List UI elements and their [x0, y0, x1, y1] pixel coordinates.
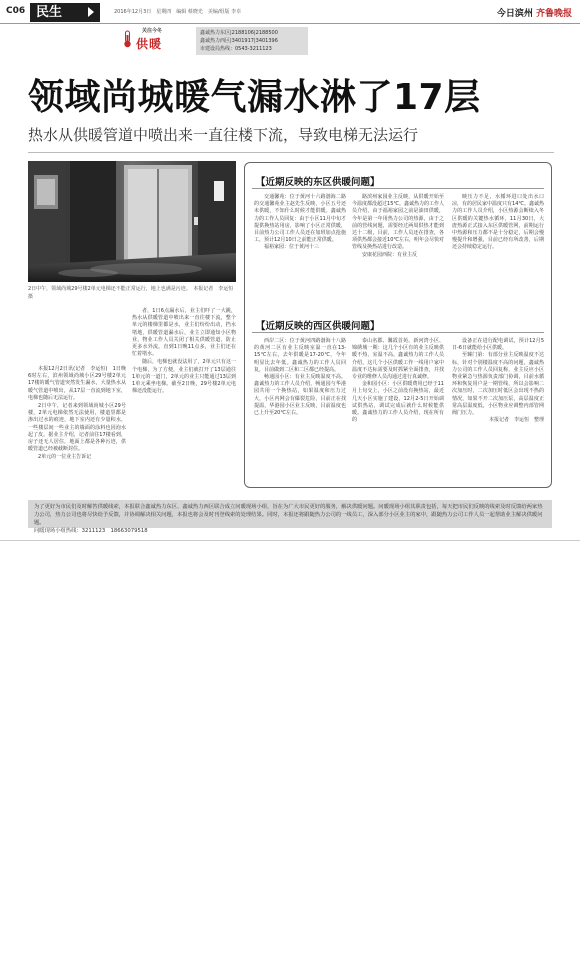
paper-name — [497, 6, 572, 19]
sidebar-byline: 本报记者 李运恒 整理 — [488, 417, 544, 424]
subhead: 热水从供暖管道中喷出来一直往楼下流，导致电梯无法运行 — [28, 126, 419, 144]
east-title-text: 【近期反映的东区供暖问题】 — [256, 177, 380, 188]
sidebar-paragraph: 映压力不足，水循环进口处出水口凉，有的居民家中温度只有14℃。鑫诚热力的工作人员介绍，小区热源会断续入冬区供暖的关键热水循环，11月30日，大唐热源正式接入东区供暖管网，前期运行中热源和压力都不是十分稳定，后期会慢慢提升和增强，目前已经有所改善，后期还会持续稳定运行。 — [452, 194, 544, 251]
paper-name-prefix: 今日滨州 — [496, 9, 533, 19]
article-paragraph: 随后，电梯也就没法用了，2单元只有这一个电梯，为了方便，业主们就打开了13层通往1单元的一道门，2单元的业主只能通过13层到1单元乘坐电梯。截至2日晚，29号楼2单元电梯还没能运行。 — [132, 359, 236, 395]
masthead — [0, 0, 580, 24]
east-column-2 — [352, 194, 444, 312]
article-paragraph: 2单元的一位业主告诉记 — [38, 454, 92, 461]
sidebar-paragraph: 金和园小区：小区供暖费用已经于11月上旬交上，小区之前没有换热站，最近几天小区实施了建设，12月2-5日开始调试供热站，调试完成后就什么时候能供暖。鑫诚热力的工作人员介绍，现在所有的 — [352, 381, 444, 424]
hotline-note — [28, 500, 552, 534]
divider — [28, 152, 554, 153]
arrow-right-icon — [88, 7, 94, 17]
hotline-east: 鑫诚热力东区|2188106|2188500 — [200, 30, 278, 36]
headline: 领域尚城暖气漏水淋了17层 — [28, 77, 481, 118]
sidebar-paragraph: 福裕家园：位于黄河十三 — [264, 244, 320, 251]
west-column-1 — [254, 338, 346, 480]
page-number: C06 — [6, 6, 26, 16]
thermometer-icon — [122, 30, 133, 48]
sidebar-paragraph: 路滨州家园业主反映，从供暖开始至今温度都没超过15℃。鑫诚热力的工作人员介绍，由于福裕家园之前是油田供暖，今年是第一年用热力公司的热源，由于之前的管线问题，需要经过两周供热才能到达十二级，目前，工作人员还在排查，各项供热都会接近10℃左右，明年会尽快对管线及换热站进行改造。 — [352, 194, 444, 251]
sidebar-paragraph: 泰山名郡、馨霞首苑、新河湾小区、锦绣城一期：这几个小区有的业主反映供暖不热，室温不高。鑫诚热力的工作人员介绍，这几个小区供暖工作一线用户家中温度不达标需要及时抓紧全面排查，并找专业的维修人员沟通过进行真诚修。 — [352, 338, 444, 381]
sidebar-paragraph: 设备正在进行配电调试，预计12月5日-6日就能给小区供暖。 — [452, 338, 544, 352]
news-photo — [28, 161, 236, 282]
sidebar-paragraph: 交通馨苑：位于黄河十六路渤海二路的交通馨苑业主赵先生反映，小区五号还未供暖，不知什么时候才能供暖。鑫诚热力的工作人员回复：由于小区11月中旬才提供换热站用房，影响了小区正常供暖，目前热力公司工作人员还在加班加点抢施工，预计12月10日之前能正常供暖。 — [254, 194, 346, 244]
photo-caption: 2日中午，领域尚城29号楼2单元电梯还不能正常运行，地上也满是污迹。 本报记者 李运恒 摄 — [28, 286, 239, 300]
divider — [252, 188, 544, 189]
sidebar-paragraph: 畅通园小区：有业主反映温度不高。鑫诚热力的工作人员介绍，畅通园与华港园共用一个换热站，如果温度和压力过大，小区内网会有爆裂危险，目前正在找提温，华港园小区业主反映，目前温度也已上升至20℃左右。 — [254, 374, 346, 417]
hotline-west: 鑫诚热力西区|3401917|3401396 — [200, 38, 278, 44]
article-paragraph: 者，1日6点漏水后，业主们吓了一大跳，热水从供暖管道中喷出来一直往楼下流，整个单元的楼梯里都是水，业主们纷纷出动，挡水堵地，供暖管道漏水后，业主立即通知小区物业，物业工作人员关闭了相关供暖管道，防止更多水外流。直到1日晚11点多，业主们还在忙着堵水。 — [132, 308, 236, 358]
hotline-box — [196, 27, 308, 55]
note-text: 为了更好为市民们及时解答供暖线索，本报联合鑫诚热力东区、鑫诚热力西区联合成立问暖现场小组，旨在为广大市民更好的服务，解决供暖问题。问暖现场小组其职责包括，每天把市民们反映的线索及时反馈给两家热力公司，热力公司也将尽快给予反馈，并协调解决相关问题，本报也将会及时刊登线索的处理结果。同时，本报还将跟随热力公司的一线员工，深入部分小区业主的家中，跟随热力公司工作人员一起帮助业主解决供暖问题。 — [34, 504, 543, 526]
divider — [252, 332, 544, 333]
logo-small-text: 关注今冬 — [142, 28, 163, 34]
paper-name-suffix: 齐鲁晚报 — [535, 9, 572, 19]
east-section-title — [256, 174, 380, 188]
sidebar-paragraph: 至臻门第：有部分业主反映温度不达标，针对个别楼温度不高的问题，鑫诚热力公司的工作人员回复称，业主反应小区物业紧急与热源负责部门协调，目前水循环和恢复用户是一期管线，所以会影响二次加压时，二次加压时低区会出现不热的情况，如果不开二次加压泵，高层温度正常高层温度低，小区物业应调整内部管网阀门压力。 — [452, 352, 544, 417]
article-column-2 — [132, 308, 236, 486]
west-title-text: 【近期反映的西区供暖问题】 — [256, 321, 380, 332]
note-phone: 问暖现场小组热线：3211123 18663079518 — [34, 528, 148, 534]
east-column-3 — [452, 194, 544, 312]
section-label: 民生 — [36, 5, 63, 20]
west-column-2 — [352, 338, 444, 480]
article-paragraph: 2日中午，记者来到领域尚城小区29号楼，2单元电梯依然无法使用，楼道里都是渗出过水的痕迹，地下室内还有少量积水，一些楼层间一些业主的墙面的涂料也因泡水起了皮。据业主介绍，记者前往17楼看到，房子还无人居住，地面上都是各种污迹，供暖管道已经被截断封住。 — [28, 403, 126, 453]
east-column-1 — [254, 194, 346, 312]
elevator-hall-image — [28, 161, 236, 282]
issue-info: 2016年12月3日 星期四 编辑 蔡晓光 美编/组版 李卓 — [114, 9, 242, 15]
article-column-1 — [28, 366, 126, 486]
west-section-title — [256, 318, 380, 332]
section-tab[interactable] — [30, 3, 100, 22]
hotline-bureau: 市建设局热线：0543-3211123 — [200, 46, 272, 52]
article-paragraph: 本报12月2日讯(记者 李运恒) 1日晚6时左右，滨州领域尚城小区29号楼2单元17楼的暖气管道突然发生漏水，大量热水从暖气管道中喷出，从17层一直流到地下室，电梯也随后无法运行。 — [28, 366, 126, 401]
sidebar-paragraph: 西岸二区：位于黄河四路渤海十八路的黄河二区有业主反映室温一直在13-15℃左右，去年供暖是17-20℃，今年明显比去年低。鑫诚热力的工作人员回复，目前做到二区和二区都已经提高。 — [254, 338, 346, 373]
divider — [0, 540, 580, 541]
sidebar-paragraph: 安康花园西院：有业主反 — [362, 251, 418, 258]
west-column-3 — [452, 338, 544, 480]
logo-main-text: 供暖 — [136, 37, 163, 51]
